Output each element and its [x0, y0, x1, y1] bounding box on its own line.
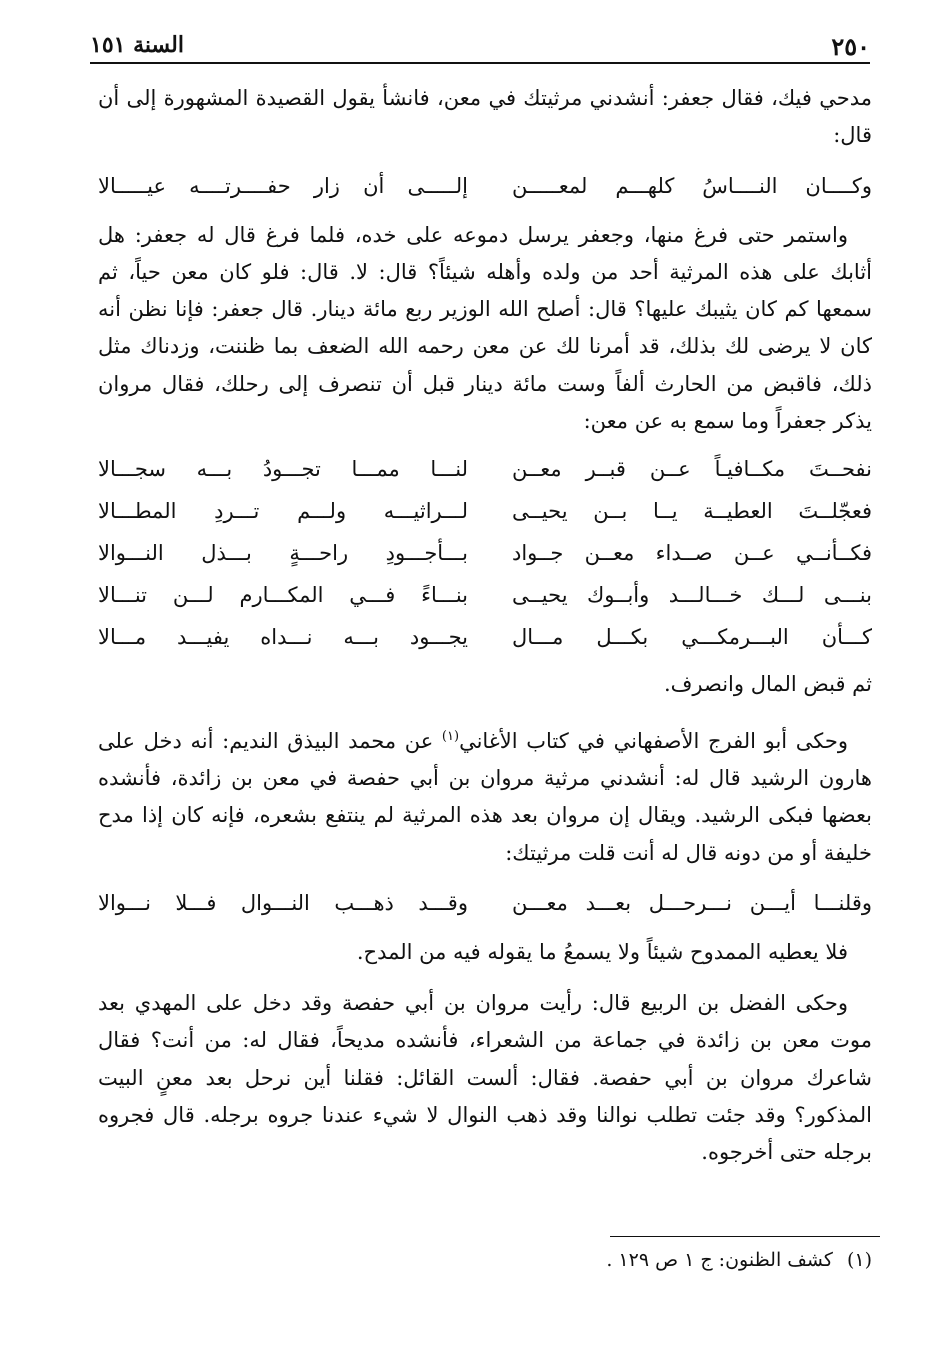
paragraph-intro: مدحي فيك، فقال جعفر: أنشدني مرثيتك في معن، فانشأ يقول القصيدة المشهورة إلى أن قال:	[98, 86, 872, 148]
footnote-reference: (١)	[441, 728, 460, 744]
verse-second-hemistich: يجـــود بـــه نـــداه يفيـــد مـــالا	[98, 625, 468, 650]
page-body	[98, 80, 872, 1172]
page-number: ٢٥٠	[831, 32, 870, 61]
footnote-text: كشف الظنون: ج ١ ص ١٢٩ .	[606, 1249, 833, 1271]
verse-line	[98, 163, 872, 209]
verse-second-hemistich: وقـــد ذهـــب النـــوال فـــلا نـــوالا	[98, 890, 468, 915]
paragraph-took-money: ثم قبض المال وانصرف.	[663, 672, 872, 697]
verse-second-hemistich: إلـــــى أن زار حفــــرتــــه عيـــــالا	[98, 173, 468, 198]
verse-second-hemistich: بـــأجـــودِ راحـــةٍ بـــذل النـــوالا	[98, 541, 468, 566]
verse-second-hemistich: بنـــاءً فـــي المكـــارم لـــن تنـــالا	[98, 583, 468, 608]
footnote	[606, 1244, 872, 1276]
paragraph-fadl-rabi: وحكى الفضل بن الربيع قال: رأيت مروان بن أبي حفصة وقد دخل على المهدي بعد موت معن بن زائدة في جماعة من الشعراء، فأنشده مديحاً، فقال له: من أنت؟ فقال شاعرك مروان بن أبي حفصة. فقال: ألست القائل: فقلنا أين نرحل بعد معنٍ البيت المذكور؟ وقد جئت تطلب نوالنا وقد ذهب النوال لا شيء عندنا جروه برجله. قال فجروه برجله حتى أخرجوه.	[98, 991, 872, 1165]
footnote-divider	[610, 1236, 880, 1237]
verse-line	[98, 490, 872, 532]
verse-first-hemistich: كـــأن البـــرمكـــي بكـــل مـــال	[512, 625, 872, 650]
running-head-year: السنة ١٥١	[90, 32, 184, 58]
verse-first-hemistich: فعجّلــتَ العطيــة يــا بــن يحيــى	[512, 499, 872, 524]
page-header	[90, 30, 870, 64]
paragraph-jafar-reward: واستمر حتى فرغ منها، وجعفر يرسل دموعه على خده، فلما فرغ قال له جعفر: هل أثابك على هذه المرثية أحد من ولده وأهله شيئاً؟ قال: لا. قال: فلو كان معن حياً، ثم سمعها كم كان يثيبك عليها؟ قال: أصلح الله الوزير ربع مائة دينار. قال جعفر: فإنا نظن أنه كان لا يرضى لك بذلك، قد أمرنا لك عن معن رحمه الله الضعف بما ظننت، وزدناك مثل ذلك، فاقبض من الحارث ألفاً وست مائة دينار قبل أن تنصرف إلى رحلك، فقال مروان يذكر جعفراً وما سمع به عن معن:	[98, 222, 872, 434]
verse-second-hemistich: لنـــا ممـــا تجـــودُ بـــه سجـــالا	[98, 457, 468, 482]
verse-second-hemistich: لـــراثيـــه ولـــم تـــردِ المطـــالا	[98, 499, 468, 524]
verse-first-hemistich: وكــــان النــــاسُ كلهـــم لمعـــــن	[512, 173, 872, 198]
verse-first-hemistich: فكــأنــي عــن صــداء معــن جــواد	[512, 541, 872, 566]
paragraph-aghani	[98, 718, 872, 872]
verse-line	[98, 880, 872, 926]
verse-first-hemistich: نفحــتَ مكــافيـاً عــن قبــر معــن	[512, 457, 872, 482]
footnote-mark: (١)	[846, 1249, 872, 1271]
verse-line	[98, 574, 872, 616]
paragraph-no-reward: فلا يعطيه الممدوح شيئاً ولا يسمعُ ما يقوله فيه من المدح.	[356, 939, 848, 964]
verse-line	[98, 616, 872, 658]
paragraph-aghani-rest: عن محمد البيذق النديم: أنه دخل على هارون الرشيد قال له: أنشدني مرثية مروان بن أبي حفصة في معن بن زائدة، فأنشده بعضها فبكى الرشيد. ويقال إن مروان بعد هذه المرثية لم ينتفع بشعره، فإنه كان إذا مدح خليفة أو من دونه قال له أنت قلت مرثيتك:	[98, 728, 872, 865]
verse-first-hemistich: وقلنـــا أيـــن نـــرحـــل بعـــد معـــن	[512, 890, 872, 915]
verse-line	[98, 532, 872, 574]
paragraph-aghani-lead: وحكى أبو الفرج الأصفهاني في كتاب الأغاني	[459, 728, 848, 753]
poem-block	[98, 448, 872, 658]
verse-line	[98, 448, 872, 490]
verse-first-hemistich: بنـــى لـــك خـــالـــد وأبــوك يحيــى	[512, 583, 872, 608]
